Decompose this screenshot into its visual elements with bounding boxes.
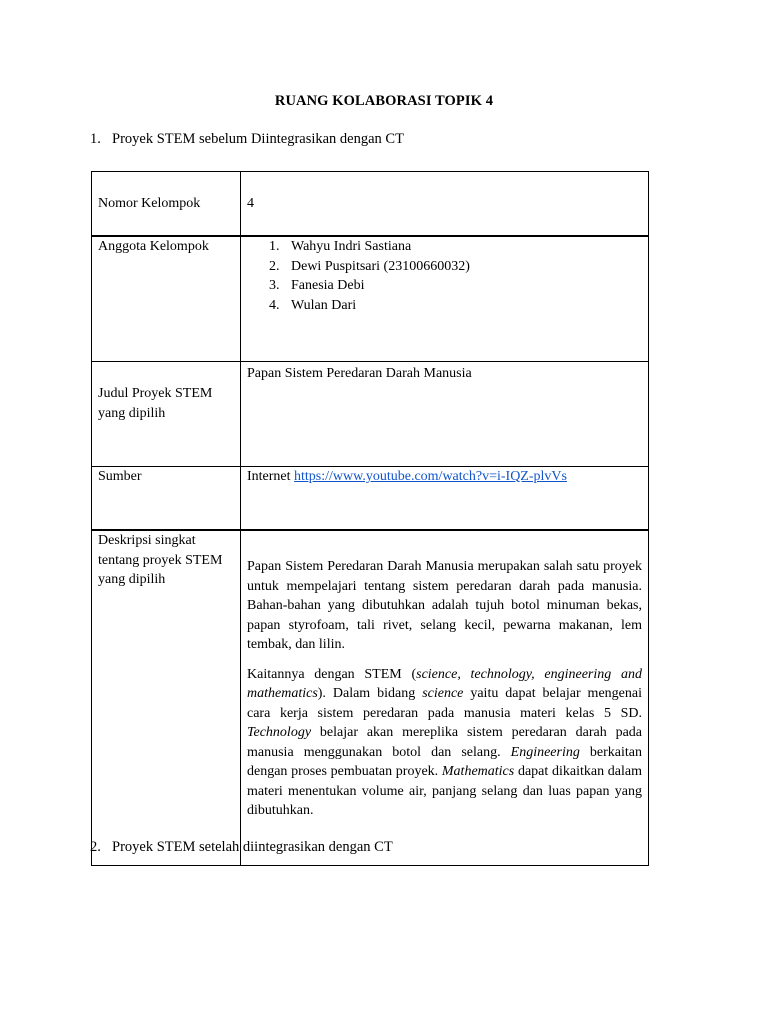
text-run: dapat dikaitkan dalam materi menentukan volume air, panjang selang dan luas papan yang dibutuhkan. <box>247 764 643 818</box>
section-heading-2 <box>90 839 393 856</box>
source-prefix: Internet <box>247 469 291 484</box>
text-run-italic: science, technology, engineering and mathematics <box>247 666 642 701</box>
members-label: Anggota Kelompok <box>92 236 241 362</box>
group-number-value: 4 <box>241 172 649 237</box>
source-label: Sumber <box>92 467 241 531</box>
table-row-project-title <box>92 362 649 467</box>
list-marker: 4. <box>269 297 280 313</box>
description-label: Deskripsi singkat tentang proyek STEM yang dipilih <box>92 530 241 866</box>
member-name: Dewi Puspitsari (23100660032) <box>291 258 470 274</box>
section-title: Proyek STEM setelah diintegrasikan dengan CT <box>112 839 393 855</box>
page-title: RUANG KOLABORASI TOPIK 4 <box>274 93 494 109</box>
project-title-label: Judul Proyek STEM yang dipilih <box>92 362 241 467</box>
text-run-italic: Engineering <box>510 744 580 760</box>
table-row-group-number <box>92 172 649 237</box>
source-link[interactable]: https://www.youtube.com/watch?v=i-IQZ-plvVs <box>294 469 567 484</box>
member-name: Fanesia Debi <box>291 278 365 293</box>
table-row-description <box>92 530 649 866</box>
list-item <box>269 257 642 277</box>
table-row-members <box>92 236 649 362</box>
section-heading-1 <box>90 131 404 148</box>
project-title-value: Papan Sistem Peredaran Darah Manusia <box>241 362 649 467</box>
members-cell <box>241 236 649 362</box>
text-run-italic: Mathematics <box>441 764 515 779</box>
text-run-italic: Technology <box>247 725 312 740</box>
member-name: Wahyu Indri Sastiana <box>291 239 412 254</box>
list-marker: 1. <box>269 239 280 254</box>
list-marker: 2. <box>269 258 280 274</box>
description-body <box>241 530 649 866</box>
group-number-label: Nomor Kelompok <box>92 172 241 237</box>
description-paragraph-1: Papan Sistem Peredaran Darah Manusia merupakan salah satu proyek untuk mempelajari tentang sistem peredaran darah pada manusia. Bahan-bahan yang dibutuhkan adalah tujuh botol minuman bekas, papan styrofoam, tali rivet, selang kecil, pewarna makanan, lem tembak, dan lilin. <box>247 559 642 652</box>
text-run-italic: science <box>422 686 464 701</box>
list-item <box>269 276 642 296</box>
section-number: 2. <box>90 839 101 855</box>
text-run: Kaitannya dengan STEM ( <box>247 666 417 682</box>
section-number: 1. <box>90 131 101 147</box>
source-value <box>241 467 649 531</box>
text-run: yaitu dapat belajar mengenai cara kerja sistem peredaran pada manusia materi kelas 5 SD. <box>247 686 642 721</box>
text-run: berkaitan dengan proses pembuatan proyek. <box>247 744 642 779</box>
text-run: belajar akan mereplika sistem peredaran darah pada manusia menggunakan botol dan selang. <box>247 725 642 760</box>
table-row-source <box>92 467 649 531</box>
text-run: ). Dalam bidang <box>317 686 423 701</box>
members-list <box>247 237 642 315</box>
stem-project-table <box>91 171 649 866</box>
member-name: Wulan Dari <box>291 297 357 313</box>
list-item <box>269 296 642 316</box>
list-marker: 3. <box>269 278 280 293</box>
list-item <box>269 237 642 257</box>
section-title: Proyek STEM sebelum Diintegrasikan dengan CT <box>112 131 404 147</box>
description-paragraph-2 <box>247 665 642 821</box>
